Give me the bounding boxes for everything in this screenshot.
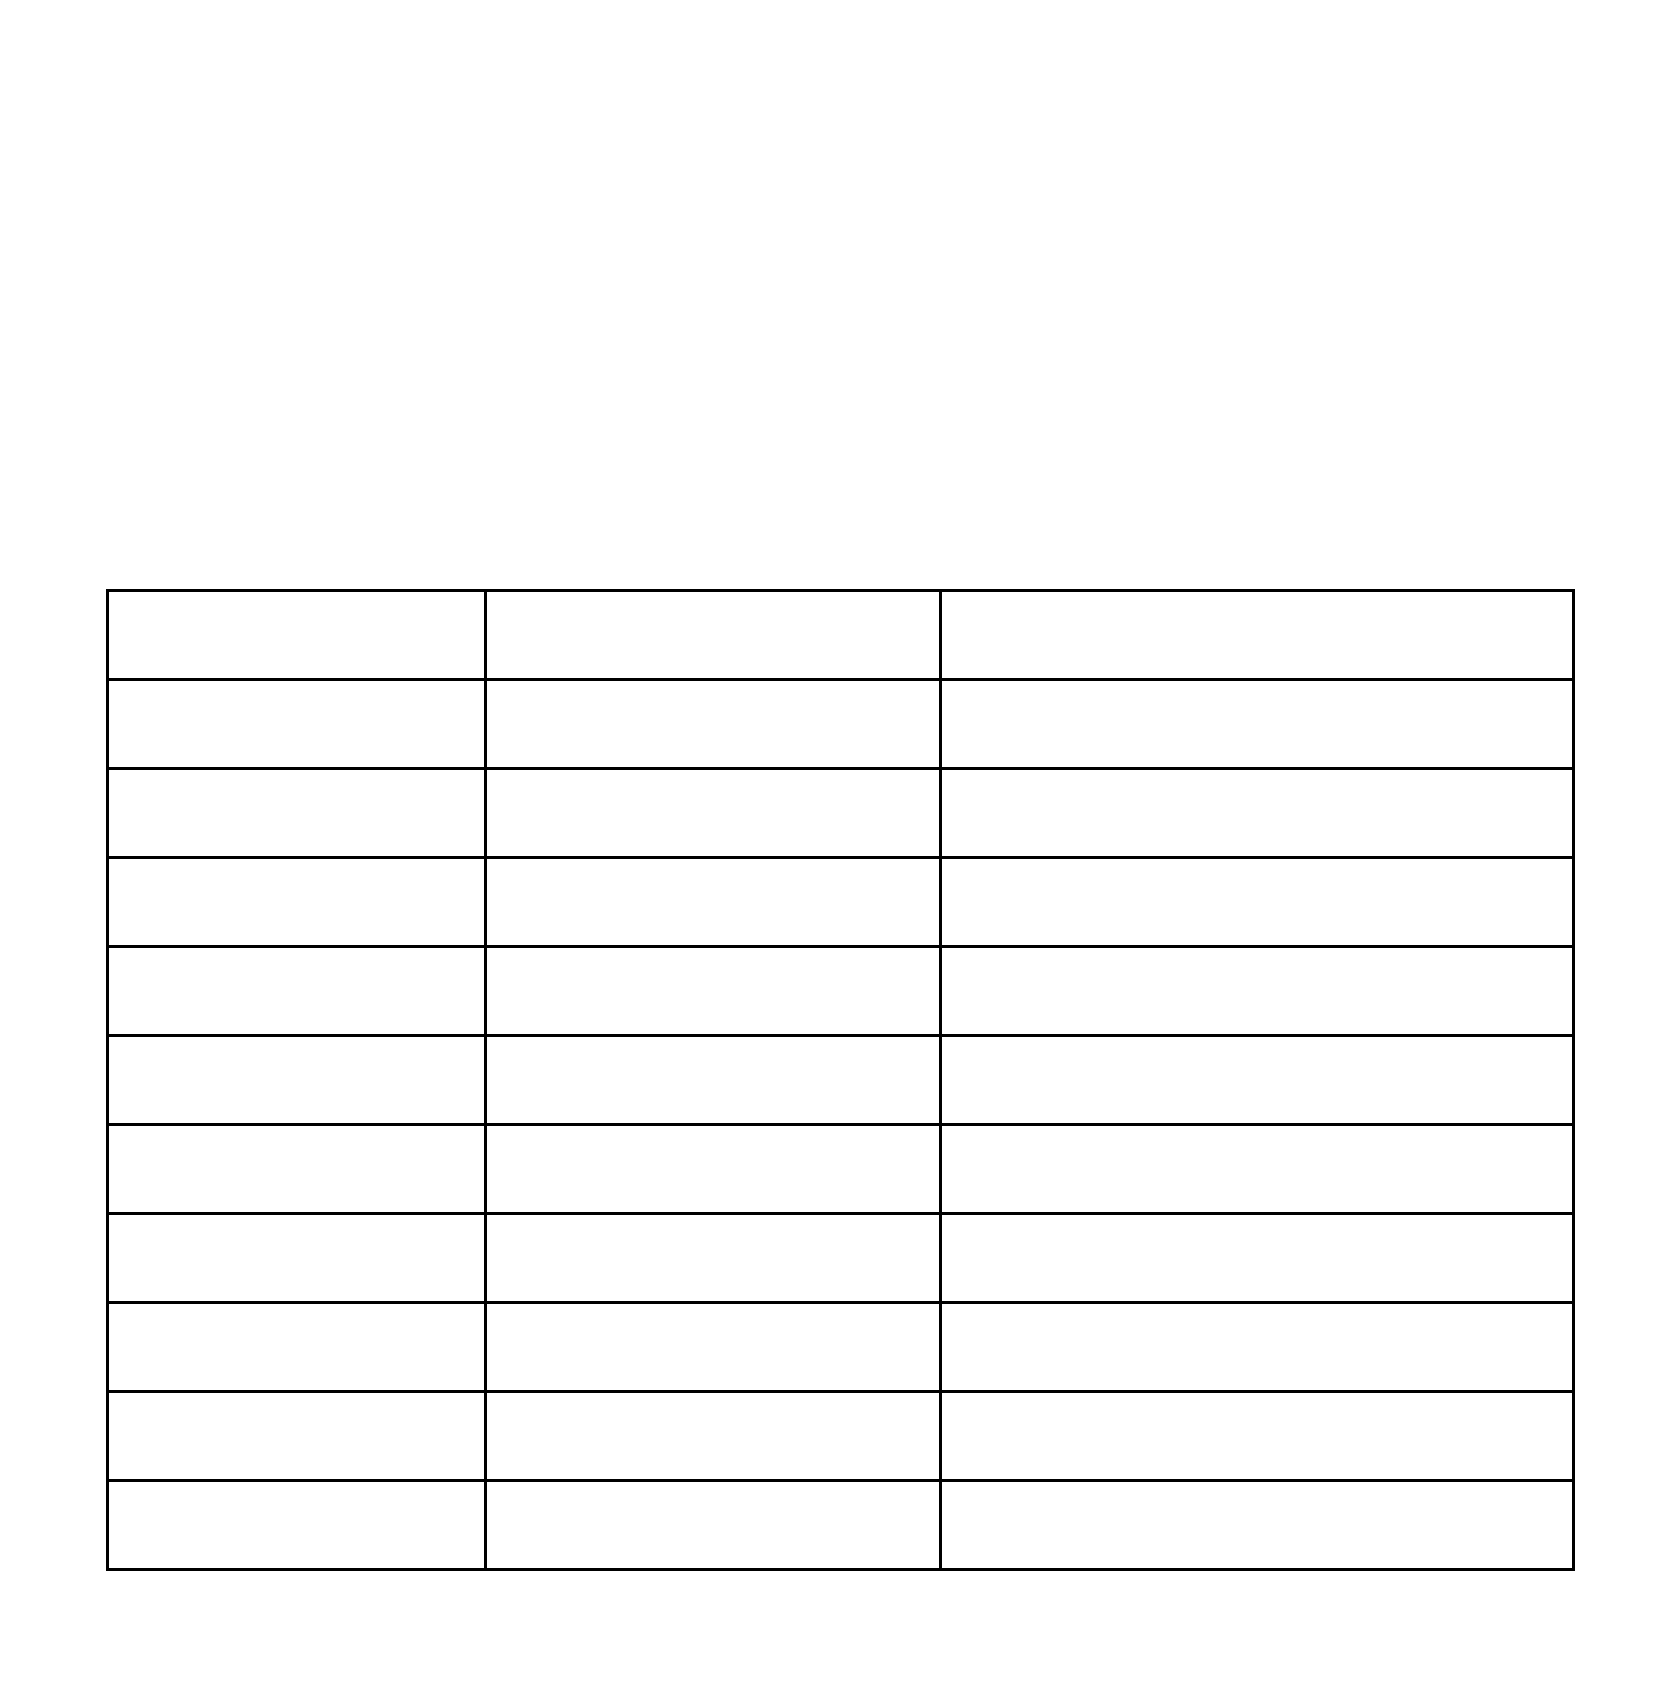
adjective-cell (941, 1303, 1574, 1392)
adjective-cell (941, 1481, 1574, 1570)
verb-cell (108, 947, 486, 1036)
table-row (108, 1481, 1574, 1570)
noun-cell (486, 1036, 941, 1125)
table-row (108, 947, 1574, 1036)
noun-cell (486, 1392, 941, 1481)
adjective-cell (941, 680, 1574, 769)
noun-cell (486, 769, 941, 858)
verb-cell (108, 1481, 486, 1570)
header-adjective (941, 591, 1574, 680)
verb-cell (108, 680, 486, 769)
noun-cell (486, 1481, 941, 1570)
word-forms-table (106, 589, 1575, 1571)
header-noun (486, 591, 941, 680)
adjective-cell (941, 1392, 1574, 1481)
verb-cell (108, 1125, 486, 1214)
noun-cell (486, 858, 941, 947)
noun-cell (486, 1214, 941, 1303)
noun-cell (486, 1303, 941, 1392)
noun-cell (486, 1125, 941, 1214)
adjective-cell (941, 1036, 1574, 1125)
table-header-row (108, 591, 1574, 680)
table-row (108, 769, 1574, 858)
noun-cell (486, 680, 941, 769)
verb-cell (108, 1214, 486, 1303)
verb-cell (108, 1036, 486, 1125)
verb-cell (108, 1303, 486, 1392)
adjective-cell (941, 1214, 1574, 1303)
table-row (108, 1125, 1574, 1214)
table-row (108, 1036, 1574, 1125)
table-row (108, 1214, 1574, 1303)
table-row (108, 1392, 1574, 1481)
verb-cell (108, 1392, 486, 1481)
header-verb (108, 591, 486, 680)
table-row (108, 858, 1574, 947)
table-row (108, 1303, 1574, 1392)
verb-cell (108, 858, 486, 947)
adjective-cell (941, 1125, 1574, 1214)
adjective-cell (941, 858, 1574, 947)
noun-cell (486, 947, 941, 1036)
table-row (108, 680, 1574, 769)
adjective-cell (941, 769, 1574, 858)
adjective-cell (941, 947, 1574, 1036)
verb-cell (108, 769, 486, 858)
